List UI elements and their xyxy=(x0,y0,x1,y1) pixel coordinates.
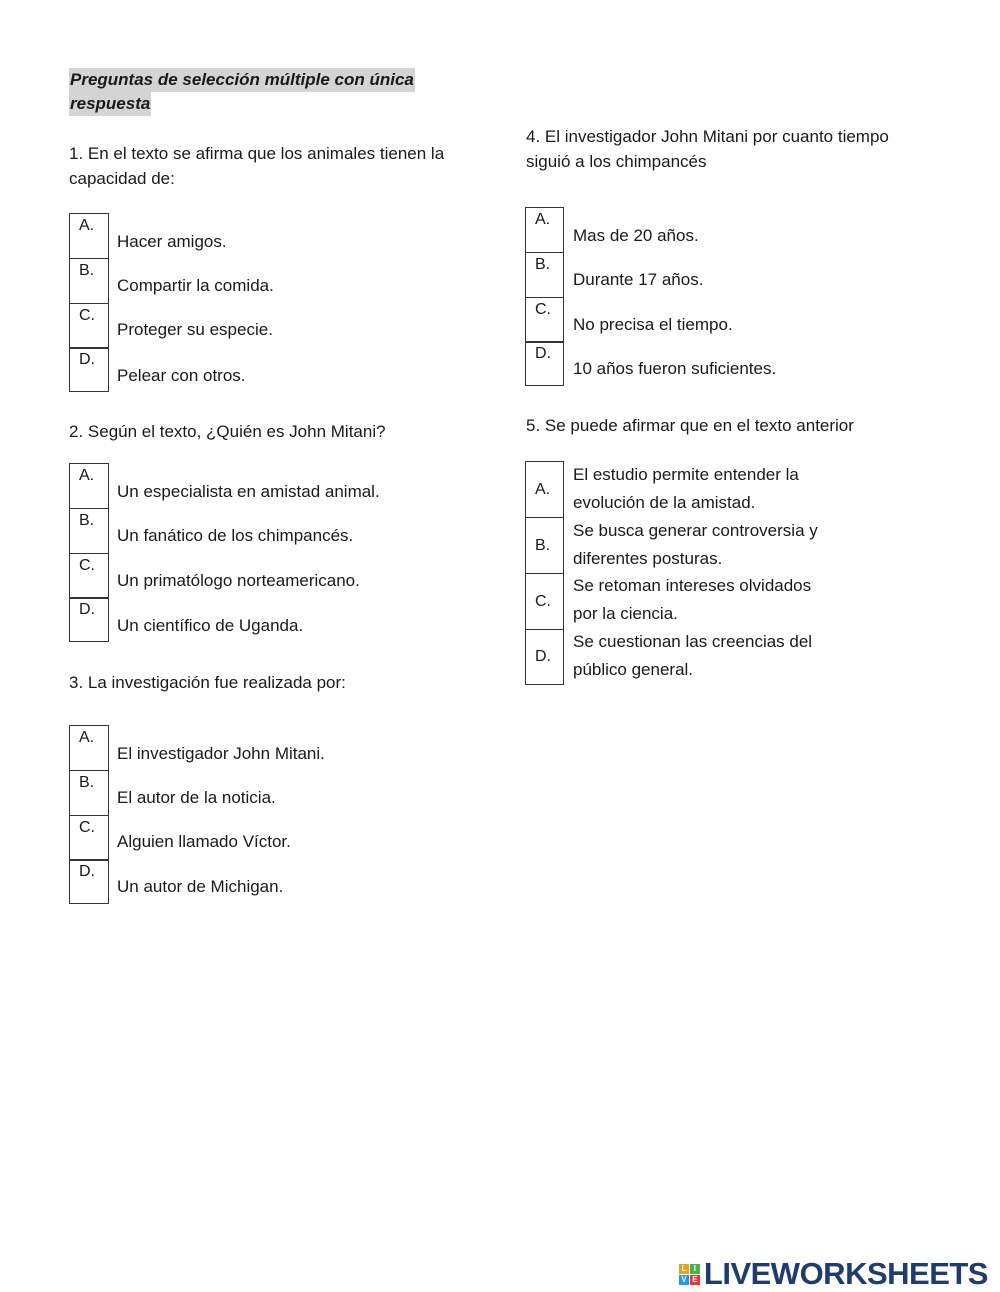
option-box[interactable]: C. xyxy=(69,303,109,349)
title-line-1: Preguntas de selección múltiple con única xyxy=(69,68,415,92)
title-line-2: respuesta xyxy=(69,92,151,116)
option-text-line-2: evolución de la amistad. xyxy=(573,493,756,512)
question-1-line-2: capacidad de: xyxy=(69,169,175,188)
option-text: Durante 17 años. xyxy=(573,270,704,289)
option-text: El investigador John Mitani. xyxy=(117,744,325,763)
question-1 xyxy=(69,141,469,191)
option-box[interactable]: B. xyxy=(525,252,564,298)
option-text: 10 años fueron suficientes. xyxy=(573,359,777,378)
option-box[interactable]: D. xyxy=(525,341,564,386)
option-box[interactable]: C. xyxy=(525,573,564,630)
option-text: Proteger su especie. xyxy=(117,320,273,339)
option-text-line-1: El estudio permite entender la xyxy=(573,465,799,484)
option-box[interactable]: B. xyxy=(69,508,109,554)
option-text: El autor de la noticia. xyxy=(117,788,276,807)
logo-tile: L xyxy=(679,1264,689,1274)
option-text: Un especialista en amistad animal. xyxy=(117,482,380,501)
option-box[interactable]: B. xyxy=(69,258,109,304)
option-text: Un científico de Uganda. xyxy=(117,616,304,635)
logo-tile: V xyxy=(679,1275,689,1285)
option-box[interactable]: C. xyxy=(525,297,564,343)
option-box[interactable]: A. xyxy=(69,725,109,771)
worksheet-title xyxy=(69,68,415,116)
option-text xyxy=(573,461,849,517)
option-text: Un primatólogo norteamericano. xyxy=(117,571,360,590)
option-box[interactable]: C. xyxy=(69,815,109,861)
option-text: Pelear con otros. xyxy=(117,366,246,385)
question-4-line-2: siguió a los chimpancés xyxy=(526,152,707,171)
option-text: Alguien llamado Víctor. xyxy=(117,832,291,851)
option-box[interactable]: D. xyxy=(525,629,564,685)
logo-tile: I xyxy=(690,1264,700,1274)
option-text-line-2: diferentes posturas. xyxy=(573,549,723,568)
question-4-line-1: 4. El investigador John Mitani por cuanto tiempo xyxy=(526,127,889,146)
option-text xyxy=(573,628,849,684)
option-box[interactable]: B. xyxy=(69,770,109,816)
option-text: Mas de 20 años. xyxy=(573,226,699,245)
option-text: Hacer amigos. xyxy=(117,232,227,251)
question-2: 2. Según el texto, ¿Quién es John Mitani? xyxy=(69,422,386,441)
option-box[interactable]: C. xyxy=(69,553,109,599)
question-5: 5. Se puede afirmar que en el texto anterior xyxy=(526,416,854,435)
option-box[interactable]: D. xyxy=(69,347,109,392)
logo-text: LIVEWORKSHEETS xyxy=(703,1256,988,1291)
option-box[interactable]: A. xyxy=(69,463,109,509)
question-4 xyxy=(526,124,924,174)
option-text-line-1: Se retoman intereses olvidados xyxy=(573,576,812,595)
option-box[interactable]: A. xyxy=(69,213,109,259)
option-text-line-2: público general. xyxy=(573,660,694,679)
option-text xyxy=(573,517,849,573)
option-box[interactable]: B. xyxy=(525,517,564,574)
option-text: Compartir la comida. xyxy=(117,276,274,295)
option-box[interactable]: D. xyxy=(69,859,109,904)
option-text: Un autor de Michigan. xyxy=(117,877,284,896)
question-3: 3. La investigación fue realizada por: xyxy=(69,673,346,692)
option-text-line-1: Se cuestionan las creencias del xyxy=(573,632,813,651)
option-box[interactable]: D. xyxy=(69,597,109,642)
option-box[interactable]: A. xyxy=(525,461,564,518)
option-text xyxy=(573,572,849,628)
option-text-line-2: por la ciencia. xyxy=(573,604,678,623)
question-1-line-1: 1. En el texto se afirma que los animales tienen la xyxy=(69,144,445,163)
logo-tile: E xyxy=(690,1275,700,1285)
liveworksheets-logo xyxy=(679,1256,988,1292)
option-box[interactable]: A. xyxy=(525,207,564,253)
logo-icon xyxy=(679,1264,700,1285)
option-text: No precisa el tiempo. xyxy=(573,315,733,334)
option-text: Un fanático de los chimpancés. xyxy=(117,526,354,545)
option-text-line-1: Se busca generar controversia y xyxy=(573,521,818,540)
